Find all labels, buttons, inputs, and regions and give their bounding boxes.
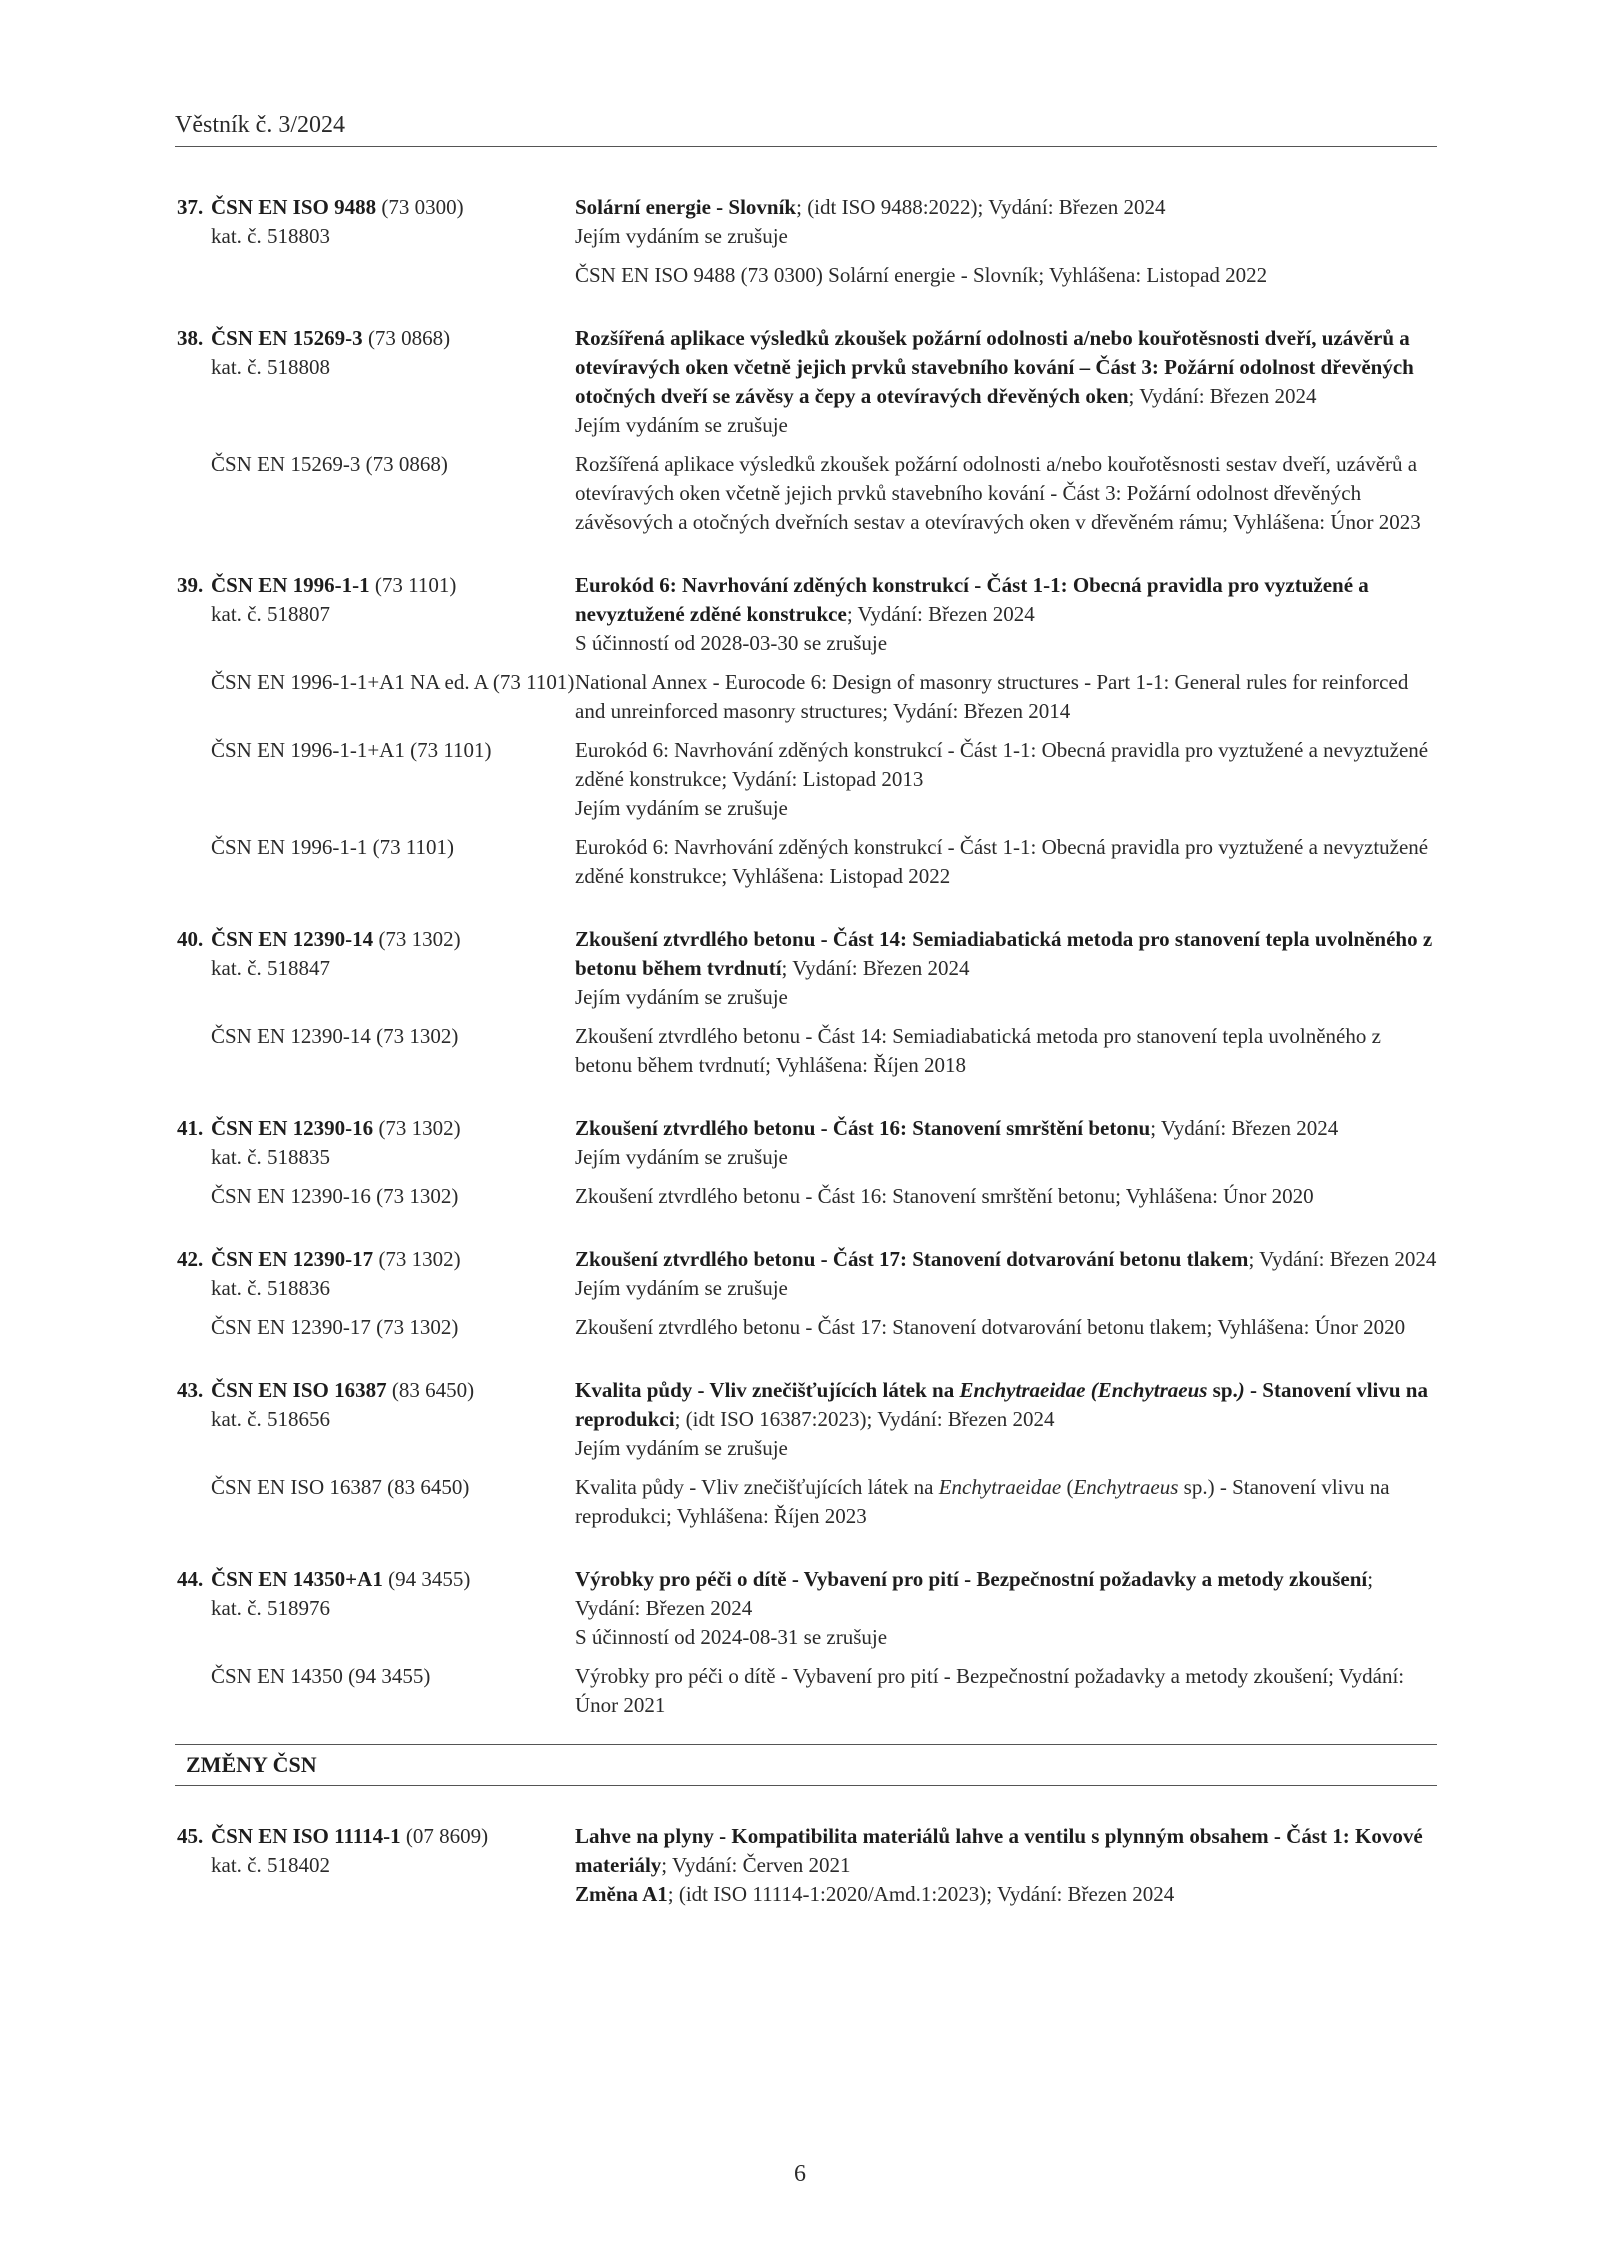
entry-title: Lahve na plyny - Kompatibilita materiálů lahve a ventilu s plynným obsahem - Část 1: Kovové materiály <box>575 1824 1423 1877</box>
entry-title: Rozšířená aplikace výsledků zkoušek požární odolnosti a/nebo kouřotěsnosti dveří, uzávěrů a otevíravých oken včetně jejich prvků stavebního kování – Část 3: Požární odolnost dřevěných otočných dveří se závěsy a čepy a otevíravých dřevěných oken <box>575 326 1414 408</box>
standard-entry-43 <box>175 1376 1437 1531</box>
amendment-line: Změna A1; (idt ISO 11114-1:2020/Amd.1:2023); Vydání: Březen 2024 <box>575 1882 1175 1906</box>
catalog-number: kat. č. 518807 <box>211 602 330 626</box>
entry-description: Eurokód 6: Navrhování zděných konstrukcí - Část 1-1: Obecná pravidla pro vyztužené a nevyztužené zděné konstrukce; Vydání: Březen 2024 S účinností od 2028-03-30 se zrušuje <box>575 571 1437 658</box>
entry-note: S účinností od 2028-03-30 se zrušuje <box>575 631 888 655</box>
entry-identifier: 41. ČSN EN 12390-16 (73 1302) kat. č. 518835 <box>175 1114 575 1172</box>
catalog-number: kat. č. 518836 <box>211 1276 330 1300</box>
entry-note: Jejím vydáním se zrušuje <box>575 1276 788 1300</box>
catalog-number: kat. č. 518656 <box>211 1407 330 1431</box>
replaced-standard-code: ČSN EN 12390-17 (73 1302) <box>211 1315 459 1339</box>
page-number: 6 <box>794 2161 806 2187</box>
catalog-number: kat. č. 518976 <box>211 1596 330 1620</box>
replaced-standard: Zkoušení ztvrdlého betonu - Část 16: Stanovení smrštění betonu; Vyhlášena: Únor 2020 <box>575 1184 1314 1208</box>
entry-title: Zkoušení ztvrdlého betonu - Část 16: Stanovení smrštění betonu <box>575 1116 1151 1140</box>
standard-entry-39 <box>175 571 1437 891</box>
standard-entry-45 <box>175 1822 1437 1909</box>
replaced-standard: Rozšířená aplikace výsledků zkoušek požární odolnosti a/nebo kouřotěsnosti sestav dveří, uzávěrů a otevíravých oken včetně jejich prvků stavebního kování - Část 3: Požární odolnost dřevěných závěsových a otočných dveřních sestav a otevíravých oken v dřevěném rámu; Vyhlášena: Únor 2023 <box>575 452 1421 534</box>
replaced-standard: Eurokód 6: Navrhování zděných konstrukcí - Část 1-1: Obecná pravidla pro vyztužené a nevyztužené zděné konstrukce; Vydání: Listopad 2013 Jejím vydáním se zrušuje <box>575 736 1437 823</box>
catalog-number: kat. č. 518402 <box>211 1853 330 1877</box>
replaced-standard-code: ČSN EN 1996-1-1+A1 NA ed. A (73 1101) <box>211 670 575 694</box>
catalog-number: kat. č. 518808 <box>211 355 330 379</box>
section-heading-changes: ZMĚNY ČSN <box>175 1744 1437 1786</box>
replaced-standard-code: ČSN EN 15269-3 (73 0868) <box>211 452 448 476</box>
standard-entry-37 <box>175 193 1437 290</box>
entry-identifier: 39. ČSN EN 1996-1-1 (73 1101) kat. č. 518807 <box>175 571 575 658</box>
entry-title: Eurokód 6: Navrhování zděných konstrukcí - Část 1-1: Obecná pravidla pro vyztužené a nevyztužené zděné konstrukce <box>575 573 1369 626</box>
replaced-standard: Kvalita půdy - Vliv znečišťujících látek na Enchytraeidae (Enchytraeus sp.) - Stanovení vlivu na reprodukci; Vyhlášena: Říjen 2023 <box>575 1475 1390 1528</box>
entry-description: Solární energie - Slovník; (idt ISO 9488:2022); Vydání: Březen 2024 Jejím vydáním se zrušuje <box>575 193 1437 251</box>
catalog-number: kat. č. 518803 <box>211 224 330 248</box>
standard-entry-42 <box>175 1245 1437 1342</box>
entry-description: Zkoušení ztvrdlého betonu - Část 16: Stanovení smrštění betonu; Vydání: Březen 2024 Jejím vydáním se zrušuje <box>575 1114 1437 1172</box>
replaced-standard-code: ČSN EN 12390-14 (73 1302) <box>211 1024 459 1048</box>
replaced-standard: Zkoušení ztvrdlého betonu - Část 14: Semiadiabatická metoda pro stanovení tepla uvolněného z betonu během tvrdnutí; Vyhlášena: Říjen 2018 <box>575 1024 1381 1077</box>
entry-note: Jejím vydáním se zrušuje <box>575 1436 788 1460</box>
entry-title: Výrobky pro péči o dítě - Vybavení pro pití - Bezpečnostní požadavky a metody zkoušení <box>575 1567 1368 1591</box>
entry-identifier: 40. ČSN EN 12390-14 (73 1302) kat. č. 518847 <box>175 925 575 1012</box>
standard-entry-38 <box>175 324 1437 537</box>
standard-entry-40 <box>175 925 1437 1080</box>
replaced-standard-code: ČSN EN 1996-1-1+A1 (73 1101) <box>211 738 492 762</box>
entry-description: Zkoušení ztvrdlého betonu - Část 17: Stanovení dotvarování betonu tlakem; Vydání: Březen 2024 Jejím vydáním se zrušuje <box>575 1245 1437 1303</box>
standard-entry-41 <box>175 1114 1437 1211</box>
replaced-standard-code: ČSN EN 12390-16 (73 1302) <box>211 1184 459 1208</box>
replaced-standard: National Annex - Eurocode 6: Design of masonry structures - Part 1-1: General rules for reinforced and unreinforced masonry structures; Vydání: Březen 2014 <box>575 670 1409 723</box>
entry-identifier: 43. ČSN EN ISO 16387 (83 6450) kat. č. 518656 <box>175 1376 575 1463</box>
page-header: Věstník č. 3/2024 <box>175 110 1437 147</box>
entries-list <box>175 193 1437 1943</box>
entry-title: Kvalita půdy - Vliv znečišťujících látek na Enchytraeidae (Enchytraeus sp.) - Stanovení vlivu na reprodukci <box>575 1378 1428 1431</box>
entry-note: Jejím vydáním se zrušuje <box>575 796 788 820</box>
entry-description: Zkoušení ztvrdlého betonu - Část 14: Semiadiabatická metoda pro stanovení tepla uvolněného z betonu během tvrdnutí; Vydání: Březen 2024 Jejím vydáním se zrušuje <box>575 925 1437 1012</box>
entry-identifier: 37. ČSN EN ISO 9488 (73 0300) kat. č. 518803 <box>175 193 575 251</box>
entry-note: Jejím vydáním se zrušuje <box>575 985 788 1009</box>
entry-note: Jejím vydáním se zrušuje <box>575 413 788 437</box>
replaced-standard: Eurokód 6: Navrhování zděných konstrukcí - Část 1-1: Obecná pravidla pro vyztužené a nevyztužené zděné konstrukce; Vyhlášena: Listopad 2022 <box>575 835 1429 888</box>
catalog-number: kat. č. 518835 <box>211 1145 330 1169</box>
entry-identifier: 42. ČSN EN 12390-17 (73 1302) kat. č. 518836 <box>175 1245 575 1303</box>
entry-note: S účinností od 2024-08-31 se zrušuje <box>575 1625 888 1649</box>
entry-identifier: 45. ČSN EN ISO 11114-1 (07 8609) kat. č. 518402 <box>175 1822 575 1909</box>
entry-title: Solární energie - Slovník <box>575 195 797 219</box>
standard-entry-44 <box>175 1565 1437 1720</box>
replaced-standard-code: ČSN EN 14350 (94 3455) <box>211 1664 431 1688</box>
entry-title: Zkoušení ztvrdlého betonu - Část 14: Semiadiabatická metoda pro stanovení tepla uvolněného z betonu během tvrdnutí <box>575 927 1433 980</box>
replaced-standard: ČSN EN ISO 9488 (73 0300) Solární energie - Slovník; Vyhlášena: Listopad 2022 <box>575 263 1268 287</box>
entry-description: Rozšířená aplikace výsledků zkoušek požární odolnosti a/nebo kouřotěsnosti dveří, uzávěrů a otevíravých oken včetně jejich prvků stavebního kování – Část 3: Požární odolnost dřevěných otočných dveří se závěsy a čepy a otevíravých dřevěných oken; Vydání: Březen 2024 Jejím vydáním se zrušuje <box>575 324 1437 440</box>
entry-description: Výrobky pro péči o dítě - Vybavení pro pití - Bezpečnostní požadavky a metody zkoušení; Vydání: Březen 2024 S účinností od 2024-08-31 se zrušuje <box>575 1565 1437 1652</box>
replaced-standard: Zkoušení ztvrdlého betonu - Část 17: Stanovení dotvarování betonu tlakem; Vyhlášena: Únor 2020 <box>575 1315 1406 1339</box>
replaced-standard: Výrobky pro péči o dítě - Vybavení pro pití - Bezpečnostní požadavky a metody zkoušení; Vydání: Únor 2021 <box>575 1664 1405 1717</box>
entry-identifier: 38. ČSN EN 15269-3 (73 0868) kat. č. 518808 <box>175 324 575 440</box>
replaced-standard-code: ČSN EN 1996-1-1 (73 1101) <box>211 835 455 859</box>
entry-description: Kvalita půdy - Vliv znečišťujících látek na Enchytraeidae (Enchytraeus sp.) - Stanovení vlivu na reprodukci; (idt ISO 16387:2023); Vydání: Březen 2024 Jejím vydáním se zrušuje <box>575 1376 1437 1463</box>
entry-note: Jejím vydáním se zrušuje <box>575 1145 788 1169</box>
entry-description: Lahve na plyny - Kompatibilita materiálů lahve a ventilu s plynným obsahem - Část 1: Kovové materiály; Vydání: Červen 2021 Změna A1; (idt ISO 11114-1:2020/Amd.1:2023); Vydání: Březen 2024 <box>575 1822 1437 1909</box>
entry-note: Jejím vydáním se zrušuje <box>575 224 788 248</box>
entry-identifier: 44. ČSN EN 14350+A1 (94 3455) kat. č. 518976 <box>175 1565 575 1652</box>
entry-title: Zkoušení ztvrdlého betonu - Část 17: Stanovení dotvarování betonu tlakem <box>575 1247 1249 1271</box>
catalog-number: kat. č. 518847 <box>211 956 330 980</box>
replaced-standard-code: ČSN EN ISO 16387 (83 6450) <box>211 1475 470 1499</box>
